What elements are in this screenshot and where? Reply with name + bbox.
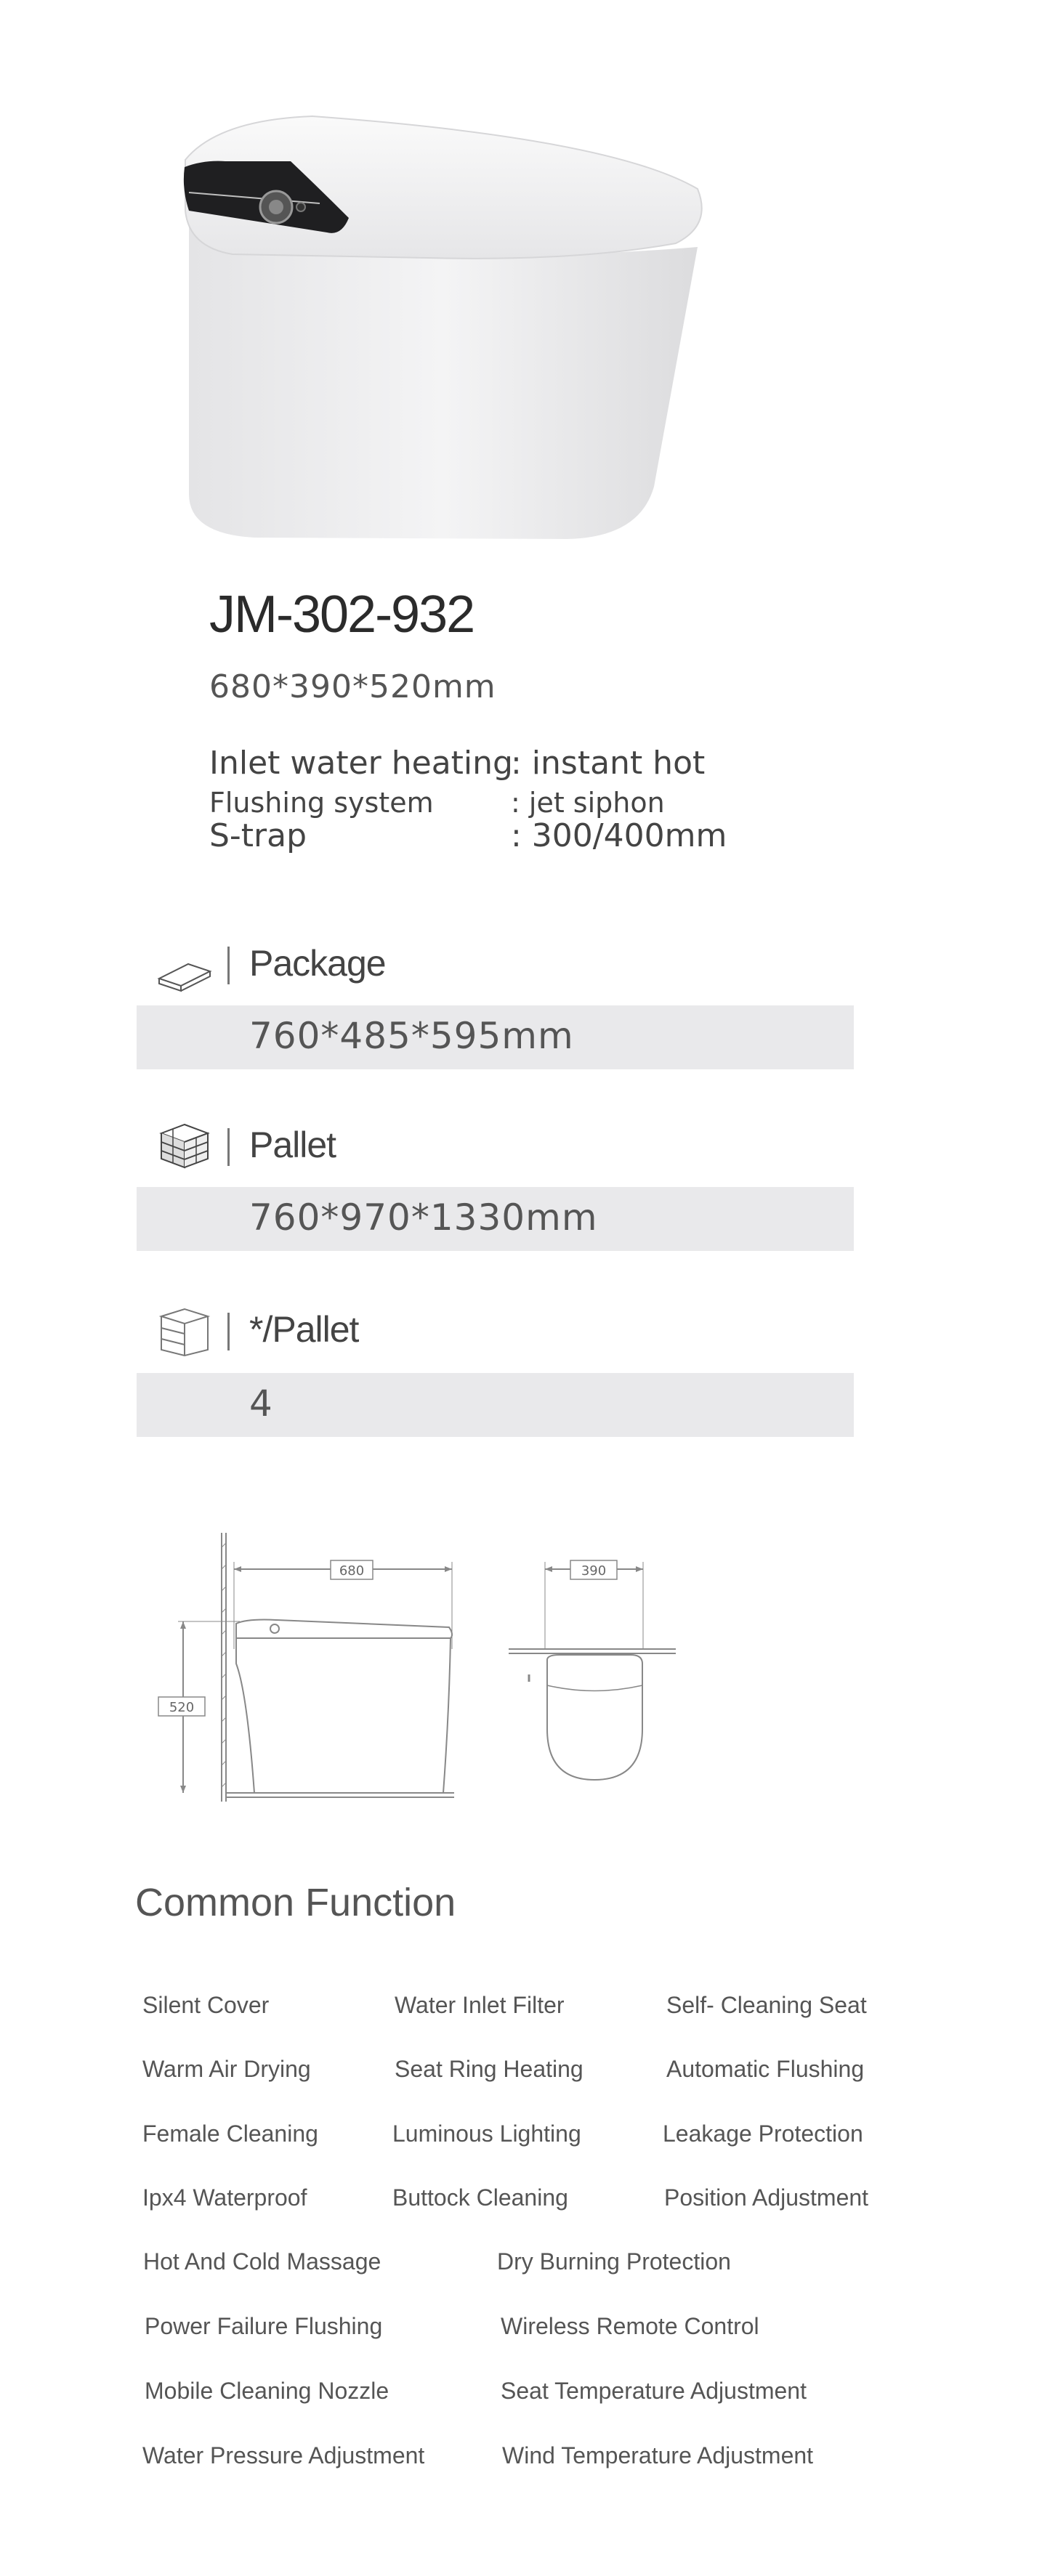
feature-item: Silent Cover (142, 1992, 270, 2018)
spec-value-s-trap: : 300/400mm (511, 817, 727, 854)
spec-label-flushing-system: Flushing system (209, 787, 434, 819)
package-title: Package (249, 943, 386, 984)
depth-dimension-label: 390 (581, 1563, 607, 1579)
feature-item: Self- Cleaning Seat (666, 1992, 867, 2018)
feature-item: Position Adjustment (664, 2184, 869, 2211)
feature-item: Dry Burning Protection (497, 2248, 731, 2275)
feature-item: Mobile Cleaning Nozzle (145, 2378, 389, 2404)
box-icon (156, 946, 214, 997)
product-dimensions: 680*390*520mm (209, 668, 496, 705)
pallet-title: Pallet (249, 1125, 336, 1165)
smart-toilet-image (174, 109, 712, 559)
package-dimensions: 760*485*595mm (249, 1015, 574, 1057)
feature-item: Leakage Protection (663, 2121, 863, 2147)
feature-item: Hot And Cold Massage (143, 2248, 381, 2275)
spec-value-flushing-system: : jet siphon (511, 787, 665, 819)
height-dimension-label: 520 (169, 1700, 195, 1715)
per-pallet-value-bar (137, 1373, 854, 1437)
feature-item: Warm Air Drying (142, 2056, 311, 2082)
feature-item: Water Pressure Adjustment (142, 2442, 425, 2468)
per-pallet-title: */Pallet (249, 1309, 359, 1350)
feature-item: Wind Temperature Adjustment (502, 2442, 814, 2468)
feature-item: Water Inlet Filter (395, 1992, 565, 2018)
pallet-dimensions: 760*970*1330mm (249, 1196, 598, 1239)
spec-label-s-trap: S-trap (209, 817, 307, 854)
divider (227, 1313, 230, 1350)
feature-item: Seat Ring Heating (395, 2056, 583, 2082)
feature-item: Luminous Lighting (392, 2121, 581, 2147)
feature-item: Seat Temperature Adjustment (501, 2378, 807, 2404)
feature-item: Power Failure Flushing (145, 2313, 383, 2339)
feature-item: Ipx4 Waterproof (142, 2184, 307, 2211)
divider (227, 947, 230, 984)
common-function-title: Common Function (135, 1881, 456, 1924)
feature-item: Automatic Flushing (666, 2056, 865, 2082)
feature-item: Wireless Remote Control (501, 2313, 759, 2339)
divider (227, 1128, 230, 1166)
feature-item: Female Cleaning (142, 2121, 318, 2147)
spec-value-inlet-heating: : instant hot (511, 745, 706, 782)
stacked-boxes-icon (156, 1306, 214, 1357)
pallet-stack-icon (156, 1119, 214, 1170)
dimension-drawing (145, 1518, 698, 1823)
spec-label-inlet-heating: Inlet water heating (209, 745, 513, 782)
width-dimension-label: 680 (339, 1563, 365, 1579)
model-name: JM-302-932 (209, 586, 474, 644)
feature-item: Buttock Cleaning (392, 2184, 568, 2211)
per-pallet-quantity: 4 (249, 1382, 273, 1425)
